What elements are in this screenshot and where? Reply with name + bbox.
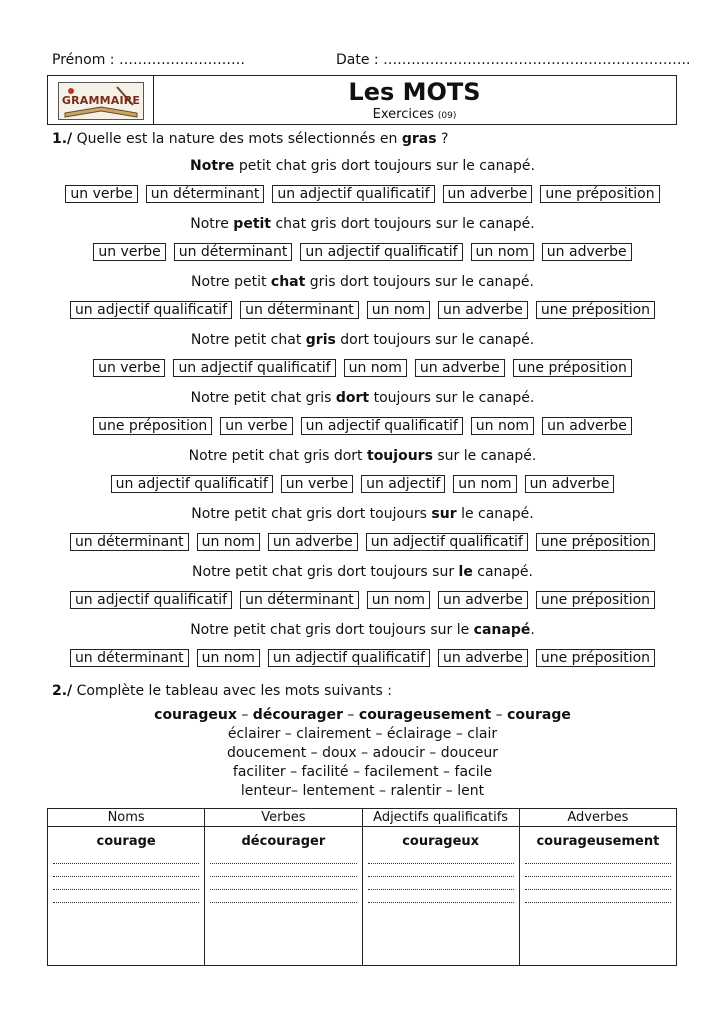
sentence-text: Notre petit chat gris dort toujours sur (192, 564, 459, 580)
answer-option[interactable]: un adjectif (361, 475, 445, 493)
sentence-text: dort toujours sur le canapé. (335, 332, 535, 348)
sentence (0, 158, 725, 174)
target-word: gris (305, 332, 336, 348)
answer-option[interactable]: un adverbe (438, 649, 528, 667)
answer-line[interactable] (368, 876, 514, 877)
target-word: sur (431, 506, 457, 522)
answer-option[interactable]: un adverbe (542, 417, 632, 435)
exercise1-prompt (52, 131, 448, 147)
answer-line[interactable] (210, 863, 356, 864)
answer-option[interactable]: un nom (197, 649, 260, 667)
answer-option[interactable]: un adjectif qualificatif (173, 359, 335, 377)
answer-option[interactable]: un nom (453, 475, 516, 493)
answer-option[interactable]: un verbe (93, 359, 165, 377)
example-word: décourager (241, 834, 326, 849)
answer-option[interactable]: un verbe (93, 243, 165, 261)
answer-option[interactable]: un nom (367, 301, 430, 319)
answer-option[interactable]: une préposition (536, 301, 655, 319)
sentence (0, 564, 725, 580)
table-header-row (48, 809, 677, 827)
sentence-text: Notre petit chat gris dort toujours (191, 506, 432, 522)
sentence-text: Notre petit chat gris (190, 390, 336, 406)
logo-cell (48, 76, 154, 124)
example-word: courage (96, 834, 156, 849)
answer-option[interactable]: un adjectif qualificatif (111, 475, 273, 493)
word-line: faciliter – facilité – facilement – facile (232, 764, 493, 780)
word: décourager (252, 707, 343, 723)
answer-option[interactable]: une préposition (536, 649, 655, 667)
header-noms: Noms (48, 809, 205, 827)
answer-line[interactable] (53, 876, 199, 877)
exercise-number: (09) (437, 111, 457, 121)
answer-option[interactable]: un déterminant (70, 649, 189, 667)
title-box (47, 75, 677, 125)
target-word: dort (335, 390, 370, 406)
answer-line[interactable] (368, 889, 514, 890)
target-word: petit (233, 216, 271, 232)
exercise1-bold: gras (401, 131, 437, 147)
exercise2-number: 2./ (52, 683, 73, 699)
answer-line[interactable] (53, 902, 199, 903)
header-adjectifs: Adjectifs qualificatifs (362, 809, 519, 827)
sentence-text: Notre (190, 216, 234, 232)
target-word: canapé (473, 622, 531, 638)
answer-option[interactable]: un adjectif qualificatif (268, 649, 430, 667)
answer-option[interactable]: un adverbe (443, 185, 533, 203)
answer-line[interactable] (368, 863, 514, 864)
answer-line[interactable] (525, 863, 671, 864)
sentence-text: gris dort toujours sur le canapé. (305, 274, 534, 290)
exercise1-number: 1./ (52, 131, 73, 147)
answer-line[interactable] (53, 889, 199, 890)
column-adjectifs (362, 827, 519, 966)
options-row (0, 301, 725, 319)
separator: – (236, 707, 253, 723)
example-word: courageux (402, 834, 480, 849)
options-row (0, 591, 725, 609)
answer-line[interactable] (53, 863, 199, 864)
options-row (0, 359, 725, 377)
answer-option[interactable]: un déterminant (240, 591, 359, 609)
sentence-text: Notre petit chat gris dort (188, 448, 367, 464)
sentence-text: sur le canapé. (432, 448, 537, 464)
answer-option[interactable]: un déterminant (240, 301, 359, 319)
page-title: Les MOTS (348, 78, 481, 106)
options-row (0, 243, 725, 261)
sentence-text: toujours sur le canapé. (369, 390, 535, 406)
word-list (0, 706, 725, 801)
separator: – (491, 707, 508, 723)
answer-option[interactable]: un nom (197, 533, 260, 551)
answer-option[interactable]: un adverbe (415, 359, 505, 377)
options-row (0, 649, 725, 667)
column-adverbes (519, 827, 676, 966)
answer-option[interactable]: un nom (367, 591, 430, 609)
sentence (0, 216, 725, 232)
options-row (0, 533, 725, 551)
target-word: chat (270, 274, 306, 290)
exercise1-end: ? (436, 131, 449, 147)
subtitle-text: Exercices (372, 107, 434, 122)
options-row (0, 417, 725, 435)
answer-option[interactable]: un adjectif qualificatif (272, 185, 434, 203)
sentence-text: canapé. (472, 564, 533, 580)
answer-option[interactable]: un adverbe (268, 533, 358, 551)
answer-line[interactable] (210, 902, 356, 903)
word-line: éclairer – clairement – éclairage – clair (227, 726, 498, 742)
answer-option[interactable]: un déterminant (174, 243, 293, 261)
sentence (0, 506, 725, 522)
answer-line[interactable] (525, 902, 671, 903)
answer-line[interactable] (525, 889, 671, 890)
exercise2-prompt (52, 683, 392, 699)
sentence (0, 448, 725, 464)
options-row (0, 185, 725, 203)
options-row (0, 475, 725, 493)
header-adverbes: Adverbes (519, 809, 676, 827)
answer-option[interactable]: un verbe (65, 185, 137, 203)
page-subtitle (153, 107, 676, 122)
answer-option[interactable]: une préposition (513, 359, 632, 377)
answer-option[interactable]: un adjectif qualificatif (70, 301, 232, 319)
answer-option[interactable]: un adjectif qualificatif (366, 533, 528, 551)
grammaire-logo (58, 82, 144, 120)
classification-table (47, 808, 677, 966)
sentence-text: Notre petit (191, 274, 271, 290)
answer-line[interactable] (210, 889, 356, 890)
answer-line[interactable] (210, 876, 356, 877)
word: courage (507, 707, 571, 723)
sentence-text: . (530, 622, 535, 638)
sentence-text: le canapé. (456, 506, 534, 522)
first-name-field[interactable]: Prénom : ……………………… (52, 52, 245, 68)
word-line-bold (0, 706, 725, 725)
answer-option[interactable]: un verbe (281, 475, 353, 493)
answer-option[interactable]: un adjectif qualificatif (301, 417, 463, 435)
answer-option[interactable]: un adverbe (542, 243, 632, 261)
answer-option[interactable]: un nom (471, 243, 534, 261)
sentence (0, 332, 725, 348)
answer-line[interactable] (368, 902, 514, 903)
exercise2-text: Complète le tableau avec les mots suivants : (72, 683, 392, 699)
answer-option[interactable]: un déterminant (146, 185, 265, 203)
target-word: toujours (367, 448, 433, 464)
target-word: le (458, 564, 473, 580)
column-verbes (205, 827, 362, 966)
sentence (0, 390, 725, 406)
answer-option[interactable]: une préposition (536, 533, 655, 551)
answer-option[interactable]: une préposition (540, 185, 659, 203)
sentence-text: petit chat gris dort toujours sur le canapé. (234, 158, 535, 174)
header-verbes: Verbes (205, 809, 362, 827)
word-line: lenteur– lentement – ralentir – lent (240, 783, 485, 799)
sentence (0, 274, 725, 290)
date-field[interactable]: Date : …………………………………….………………….. (336, 52, 691, 68)
answer-option[interactable]: un adverbe (525, 475, 615, 493)
answer-option[interactable]: un adjectif qualificatif (70, 591, 232, 609)
answer-option[interactable]: un adjectif qualificatif (300, 243, 462, 261)
answer-line[interactable] (525, 876, 671, 877)
logo-text: GRAMMAIRE (61, 94, 141, 107)
answer-option[interactable]: un adverbe (438, 301, 528, 319)
column-noms (48, 827, 205, 966)
answer-option[interactable]: un adverbe (438, 591, 528, 609)
exercise1-text: Quelle est la nature des mots sélectionnés en (72, 131, 402, 147)
example-word: courageusement (536, 834, 660, 849)
word-line: doucement – doux – adoucir – douceur (226, 745, 499, 761)
sentence (0, 622, 725, 638)
target-word: Notre (190, 158, 235, 174)
answer-option[interactable]: un verbe (220, 417, 292, 435)
separator: – (342, 707, 359, 723)
answer-option[interactable]: un nom (344, 359, 407, 377)
answer-option[interactable]: un nom (471, 417, 534, 435)
sentence-text: chat gris dort toujours sur le canapé. (271, 216, 535, 232)
answer-option[interactable]: une préposition (536, 591, 655, 609)
answer-option[interactable]: un déterminant (70, 533, 189, 551)
table-body-row (48, 827, 677, 966)
answer-option[interactable]: une préposition (93, 417, 212, 435)
word: courageusement (358, 707, 492, 723)
sentence-text: Notre petit chat gris dort toujours sur le (190, 622, 474, 638)
sentence-text: Notre petit chat (190, 332, 306, 348)
word: courageux (154, 707, 237, 723)
